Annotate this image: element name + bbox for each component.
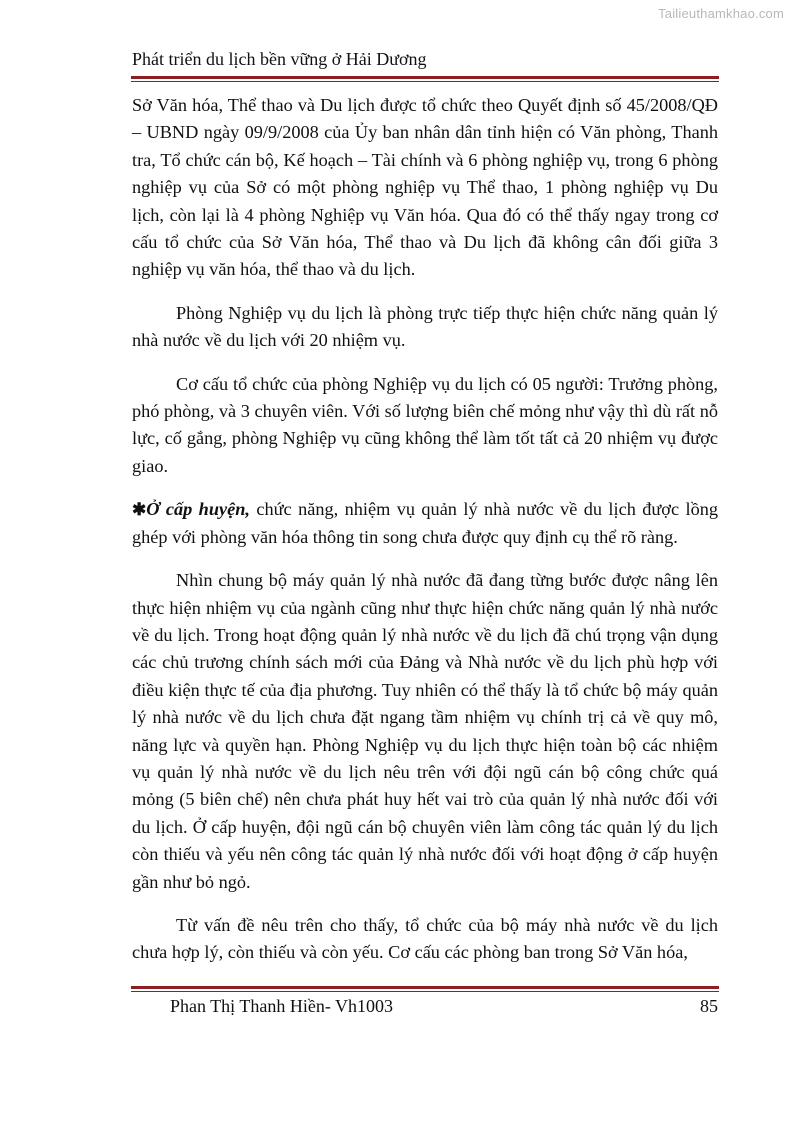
district-level-lead: Ở cấp huyện,	[146, 499, 250, 520]
footer-author: Phan Thị Thanh Hiền- Vh1003	[170, 996, 393, 1016]
paragraph-tourism-office: Phòng Nghiệp vụ du lịch là phòng trực tiếp thực hiện chức năng quản lý nhà nước về du lịch với 20 nhiệm vụ.	[132, 302, 718, 351]
paragraph-overall-assessment: Nhìn chung bộ máy quản lý nhà nước đã đang từng bước được nâng lên thực hiện nhiệm vụ của ngành cũng như thực hiện chức năng quản lý nhà nước về du lịch. Trong hoạt động quản lý nhà nước về du lịch đã chú trọng vận dụng các chủ trương chính sách mới của Đảng và Nhà nước về du lịch phù hợp với điều kiện thực tế của địa phương. Tuy nhiên có thể thấy là tổ chức bộ máy quản lý nhà nước về du lịch chưa đặt ngang tầm nhiệm vụ chính trị cả về quy mô, năng lực và quyền hạn. Phòng Nghiệp vụ du lịch thực hiện toàn bộ các nhiệm vụ quản lý nhà nước về du lịch nêu trên với đội ngũ cán bộ công chức quá mỏng (5 biên chế) nên chưa phát huy hết vai trò của quản lý nhà nước đối với du lịch. Ở cấp huyện, đội ngũ cán bộ chuyên viên làm công tác quản lý du lịch còn thiếu và yếu nên công tác quản lý nhà nước đối với hoạt động ở cấp huyện gần như bỏ ngỏ.	[132, 570, 718, 892]
watermark-text: Tailieuthamkhao.com	[658, 6, 784, 21]
header-rule	[131, 76, 719, 82]
paragraph-conclusion: Từ vấn đề nêu trên cho thấy, tổ chức của bộ máy nhà nước về du lịch chưa hợp lý, còn thiếu và còn yếu. Cơ cấu các phòng ban trong Sở Văn hóa,	[132, 914, 718, 963]
running-header-title: Phát triển du lịch bền vững ở Hải Dương	[132, 49, 427, 69]
page-footer	[170, 996, 718, 1017]
header-rule-thick	[131, 76, 719, 79]
district-level-text: chức năng, nhiệm vụ quản lý nhà nước về du lịch được lồng ghép với phòng văn hóa thông tin song chưa được quy định cụ thể rõ ràng.	[132, 499, 718, 547]
footer-rule-thick	[131, 986, 719, 989]
paragraph-office-staff: Cơ cấu tổ chức của phòng Nghiệp vụ du lịch có 05 người: Trưởng phòng, phó phòng, và 3 chuyên viên. Với số lượng biên chế mỏng như vậy thì dù rất nỗ lực, cố gắng, phòng Nghiệp vụ cũng không thể làm tốt tất cả 20 nhiệm vụ được giao.	[132, 373, 718, 476]
asterisk-bullet-icon: ✱	[132, 500, 147, 520]
page-body	[132, 92, 718, 983]
paragraph-department-structure: Sở Văn hóa, Thể thao và Du lịch được tổ chức theo Quyết định số 45/2008/QĐ – UBND ngày 09/9/2008 của Ủy ban nhân dân tỉnh hiện có Văn phòng, Thanh tra, Tổ chức cán bộ, Kế hoạch – Tài chính và 6 phòng nghiệp vụ, trong 6 phòng nghiệp vụ của Sở có một phòng nghiệp vụ Thể thao, 1 phòng nghiệp vụ Du lịch, còn lại là 4 phòng Nghiệp vụ Văn hóa. Qua đó có thể thấy ngay trong cơ cấu tổ chức của Sở Văn hóa, Thể thao và Du lịch đã không cân đối giữa 3 nghiệp vụ văn hóa, thể thao và du lịch.	[132, 95, 718, 280]
footer-rule	[131, 986, 719, 992]
page-number: 85	[700, 996, 718, 1016]
paragraph-district-level	[132, 496, 718, 551]
footer-rule-thin	[131, 991, 719, 992]
header-rule-thin	[131, 81, 719, 82]
